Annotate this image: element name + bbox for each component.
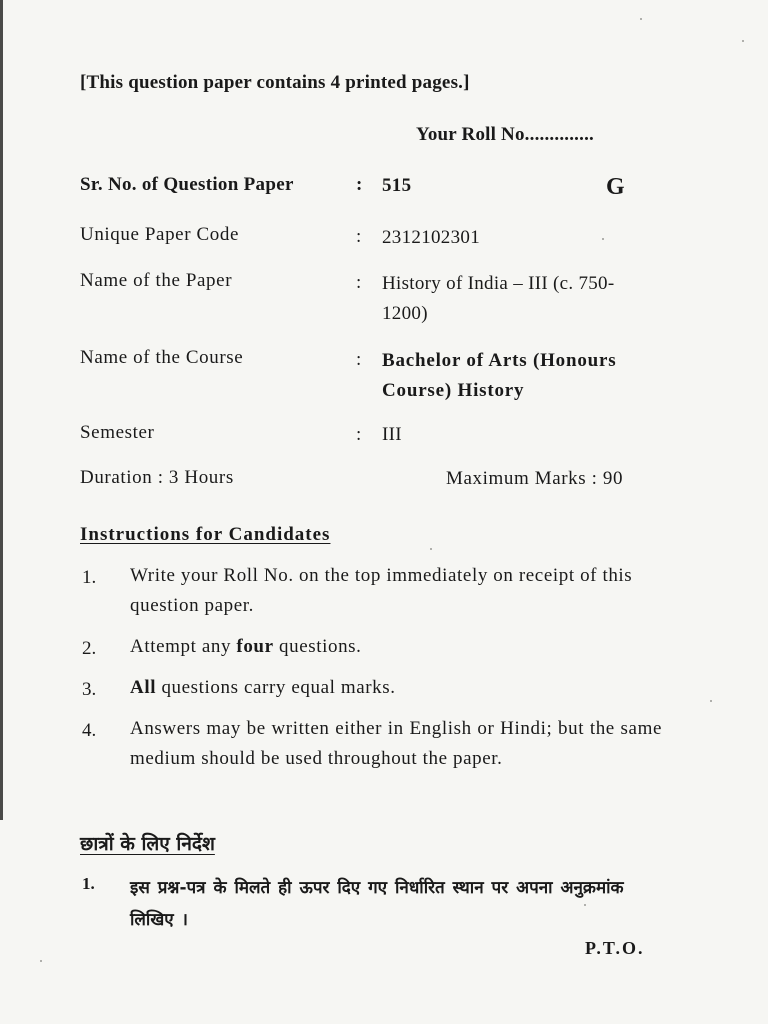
paper-name-label: Name of the Paper: [80, 270, 233, 291]
instruction-number: 4.: [82, 720, 97, 741]
course-name-colon: :: [356, 349, 362, 370]
paper-name-value-line1: History of India – III (c. 750-: [382, 273, 615, 294]
maximum-marks: Maximum Marks : 90: [446, 468, 624, 489]
instruction-emphasis: four: [236, 636, 274, 657]
instruction-number: 2.: [82, 638, 97, 659]
paper-name-value-line2: 1200): [382, 303, 428, 324]
instruction-number: 1.: [82, 567, 97, 588]
course-name-value-line2: Course) History: [382, 380, 525, 401]
instruction-emphasis: All: [130, 677, 157, 698]
instruction-text-part: questions carry equal marks.: [156, 677, 396, 698]
semester-colon: :: [356, 424, 362, 445]
instruction-text-part: questions.: [273, 636, 362, 657]
instruction-text: Write your Roll No. on the top immediately on receipt of this question paper.: [130, 565, 633, 616]
printed-pages-note: [This question paper contains 4 printed pages.]: [80, 72, 470, 93]
paper-code-value: 2312102301: [382, 227, 480, 248]
course-name-label: Name of the Course: [80, 347, 244, 368]
instruction-text: [130, 632, 670, 662]
paper-set-letter: G: [606, 174, 625, 200]
paper-code-label: Unique Paper Code: [80, 224, 239, 245]
instruction-text: [130, 673, 670, 703]
instruction-number: 3.: [82, 679, 97, 700]
instructions-heading: Instructions for Candidates: [80, 524, 331, 545]
hindi-instruction-text: इस प्रश्न-पत्र के मिलते ही ऊपर दिए गए निर्धारित स्थान पर अपना अनुक्रमांक लिखिए ।: [130, 878, 624, 930]
hindi-instructions-heading: छात्रों के लिए निर्देश: [80, 833, 215, 855]
paper-code-colon: :: [356, 226, 362, 247]
please-turn-over: P.T.O.: [585, 938, 645, 958]
page-edge-shadow: [0, 0, 3, 820]
semester-value: III: [382, 424, 402, 445]
paper-name-colon: :: [356, 272, 362, 293]
course-name-value-line1: Bachelor of Arts (Honours: [382, 350, 617, 371]
sr-no-value: 515: [382, 175, 412, 196]
instruction-text-part: Attempt any: [130, 636, 237, 657]
semester-label: Semester: [80, 422, 155, 443]
sr-no-colon: :: [356, 174, 363, 195]
sr-no-label: Sr. No. of Question Paper: [80, 174, 294, 195]
hindi-instruction-number: 1.: [82, 874, 95, 893]
roll-number-field: Your Roll No..............: [416, 124, 594, 145]
duration-label: Duration : 3 Hours: [80, 467, 234, 488]
instruction-text: Answers may be written either in English or Hindi; but the same medium should be used throughout the paper.: [130, 718, 662, 769]
